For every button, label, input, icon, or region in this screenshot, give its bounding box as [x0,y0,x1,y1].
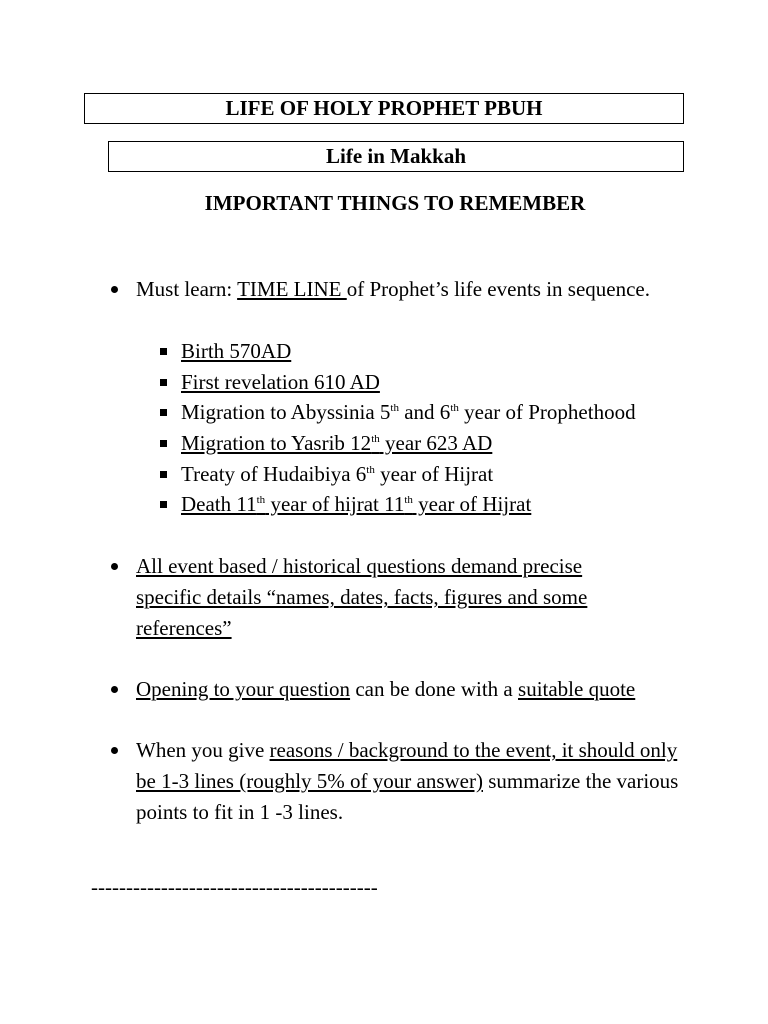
yasrib-underlined [181,431,492,455]
section-subtitle [108,141,684,172]
timeline-item-birth [181,336,741,367]
reasons-text-a: When you give [136,738,270,762]
timeline-item-death [181,489,741,520]
bullet-reasons [136,735,686,828]
opening-text-c: suitable quote [518,677,636,701]
opening-text-b: can be done with a [350,677,519,701]
reasons-text-b: reasons / background to the event, it should only be 1-3 lines (roughly 5% of your answer) [136,738,678,793]
timeline-item-revelation [181,367,741,398]
death-underlined [181,492,531,516]
abyssinia-sup-1: th [390,402,399,414]
timeline-item-abyssinia [181,397,741,428]
bullet-event-questions [136,551,636,644]
hudaibiya-sup: th [366,464,375,476]
document-title-text: LIFE OF HOLY PROPHET PBUH [225,96,543,120]
timeline-birth-text: Birth 570AD [181,339,292,363]
important-heading: IMPORTANT THINGS TO REMEMBER [204,191,586,215]
reasons-text-c: summarize the various points to fit in 1 -3 lines. [136,769,679,824]
death-text-c: year of Hijrat [412,492,532,516]
yasrib-sup: th [371,433,380,445]
event-questions-text: All event based / historical questions demand precise specific details “names, dates, facts, figures and some references” [136,554,588,640]
timeline-item-hudaibiya [181,459,741,490]
bullet-timeline-prefix: Must learn: [136,277,238,301]
hudaibiya-text-a: Treaty of Hudaibiya 6 [181,462,367,486]
abyssinia-sup-2: th [450,402,459,414]
abyssinia-text-c: year of Prophethood [458,400,636,424]
opening-text-a: Opening to your question [136,677,351,701]
death-sup-2: th [404,494,413,506]
death-text-b: year of hijrat 11 [265,492,405,516]
document-title [84,93,684,124]
bullet-timeline-rest: of Prophet’s life events in sequence. [346,277,650,301]
yasrib-text-b: year 623 AD [379,431,493,455]
yasrib-text-a: Migration to Yasrib 12 [181,431,372,455]
timeline-revelation-text: First revelation 610 AD [181,370,380,394]
bullet-opening [136,674,696,705]
abyssinia-text-a: Migration to Abyssinia 5 [181,400,391,424]
death-sup-1: th [256,494,266,506]
section-subtitle-text: Life in Makkah [325,144,467,168]
death-text-a: Death 11 [181,492,257,516]
timeline-item-yasrib [181,428,741,459]
dashed-divider: ----------------------------------------- [91,875,378,899]
timeline-label: TIME LINE [237,277,347,301]
hudaibiya-text-b: year of Hijrat [374,462,494,486]
bullet-timeline [136,274,696,305]
abyssinia-text-b: and 6 [398,400,451,424]
